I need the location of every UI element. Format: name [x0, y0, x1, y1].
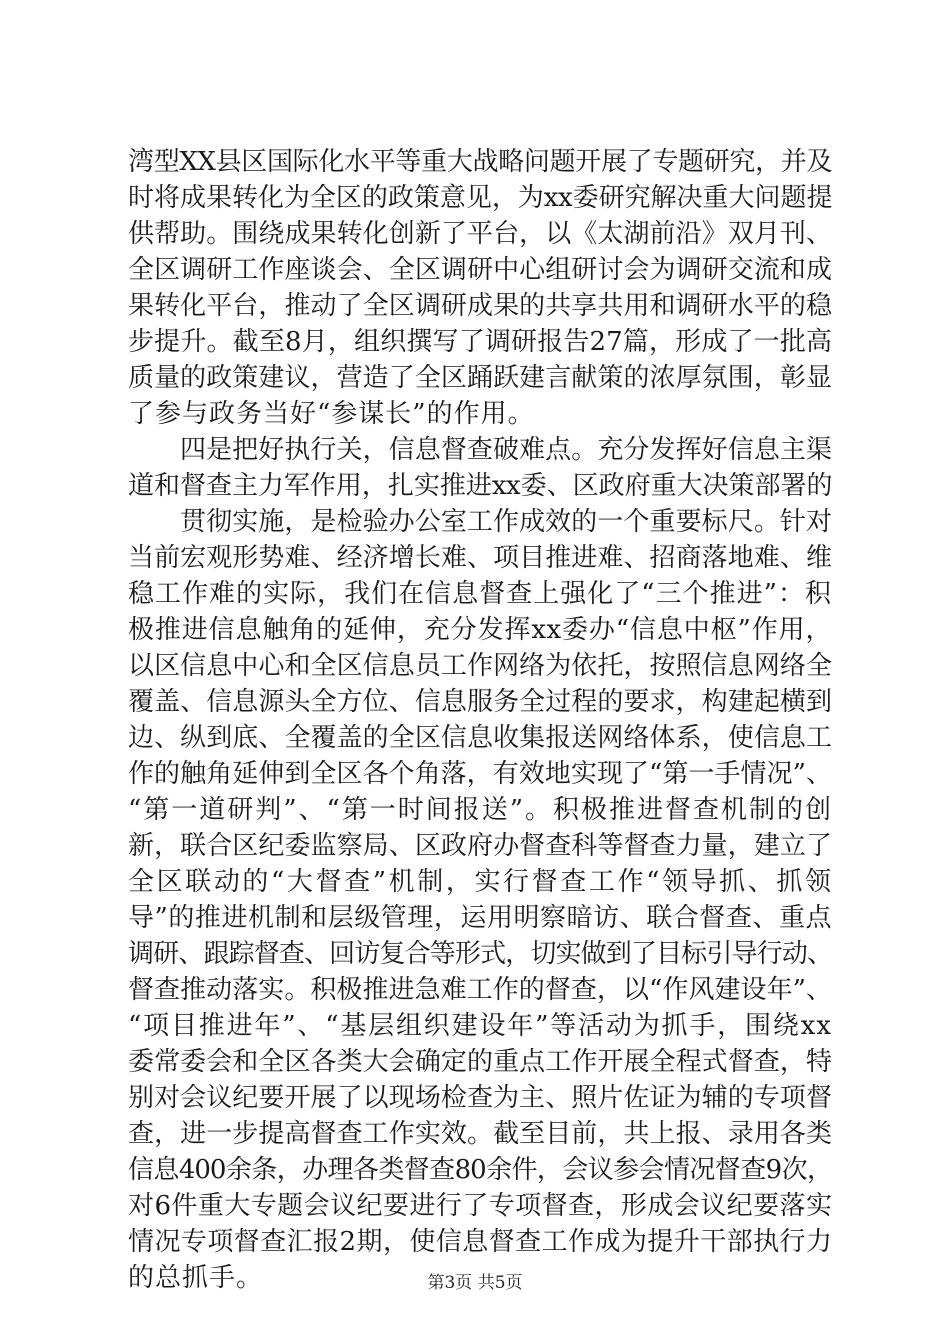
text-line: 贯彻实施，是检验办公室工作成效的一个重要标尺。针对: [180, 507, 832, 537]
text-line: 作的触角延伸到全区各个角落，有效地实现了“第一手情况”、: [128, 759, 832, 789]
text-line: 供帮助。围绕成果转化创新了平台，以《太湖前沿》双月刊、: [128, 219, 832, 249]
text-line: 全区调研工作座谈会、全区调研中心组研讨会为调研交流和成: [128, 255, 832, 285]
text-line: 查，进一步提高督查工作实效。截至目前，共上报、录用各类: [128, 1119, 832, 1149]
text-line: 当前宏观形势难、经济增长难、项目推进难、招商落地难、维: [128, 543, 832, 573]
text-line: 了参与政务当好“参谋长”的作用。: [128, 399, 535, 429]
text-line: 督查推动落实。积极推进急难工作的督查，以“作风建设年”、: [128, 975, 832, 1005]
text-line: 全区联动的“大督查”机制，实行督查工作“领导抓、抓领: [128, 867, 832, 897]
page-number-footer: 第3页 共5页: [427, 1273, 523, 1293]
text-line: 的总抓手。: [128, 1263, 264, 1293]
text-line: 委常委会和全区各类大会确定的重点工作开展全程式督查，特: [128, 1047, 832, 1077]
text-line: 边、纵到底、全覆盖的全区信息收集报送网络体系，使信息工: [128, 723, 832, 753]
text-line: 别对会议纪要开展了以现场检查为主、照片佐证为辅的专项督: [128, 1083, 832, 1113]
text-line: 果转化平台，推动了全区调研成果的共享共用和调研水平的稳: [128, 291, 832, 321]
text-line: 四是把好执行关，信息督查破难点。充分发挥好信息主渠: [180, 435, 832, 465]
text-line: “第一道研判”、“第一时间报送”。积极推进督查机制的创: [128, 795, 832, 825]
text-line: 步提升。截至8月，组织撰写了调研报告27篇，形成了一批高: [128, 327, 832, 357]
text-line: 情况专项督查汇报2期，使信息督查工作成为提升干部执行力: [128, 1227, 832, 1257]
text-line: 调研、跟踪督查、回访复合等形式，切实做到了目标引导行动、: [128, 939, 832, 969]
text-line: 以区信息中心和全区信息员工作网络为依托，按照信息网络全: [128, 651, 832, 681]
text-line: “项目推进年”、“基层组织建设年”等活动为抓手，围绕xx: [128, 1011, 832, 1041]
text-line: 质量的政策建议，营造了全区踊跃建言献策的浓厚氛围，彰显: [128, 363, 832, 393]
text-line: 导”的推进机制和层级管理，运用明察暗访、联合督查、重点: [128, 903, 832, 933]
text-line: 覆盖、信息源头全方位、信息服务全过程的要求，构建起横到: [128, 687, 832, 717]
text-line: 信息400余条，办理各类督查80余件，会议参会情况督查9次，: [128, 1155, 832, 1185]
text-line: 新，联合区纪委监察局、区政府办督查科等督查力量，建立了: [128, 831, 832, 861]
text-line: 道和督查主力军作用，扎实推进xx委、区政府重大决策部署的: [128, 471, 832, 501]
body-text: [128, 144, 832, 1296]
text-line: 对6件重大专题会议纪要进行了专项督查，形成会议纪要落实: [128, 1191, 832, 1221]
text-line: 时将成果转化为全区的政策意见，为xx委研究解决重大问题提: [128, 183, 832, 213]
text-line: 稳工作难的实际，我们在信息督查上强化了“三个推进”：积: [128, 579, 832, 609]
text-line: 湾型XX县区国际化水平等重大战略问题开展了专题研究，并及: [128, 147, 832, 177]
text-line: 极推进信息触角的延伸，充分发挥xx委办“信息中枢”作用，: [128, 615, 832, 645]
